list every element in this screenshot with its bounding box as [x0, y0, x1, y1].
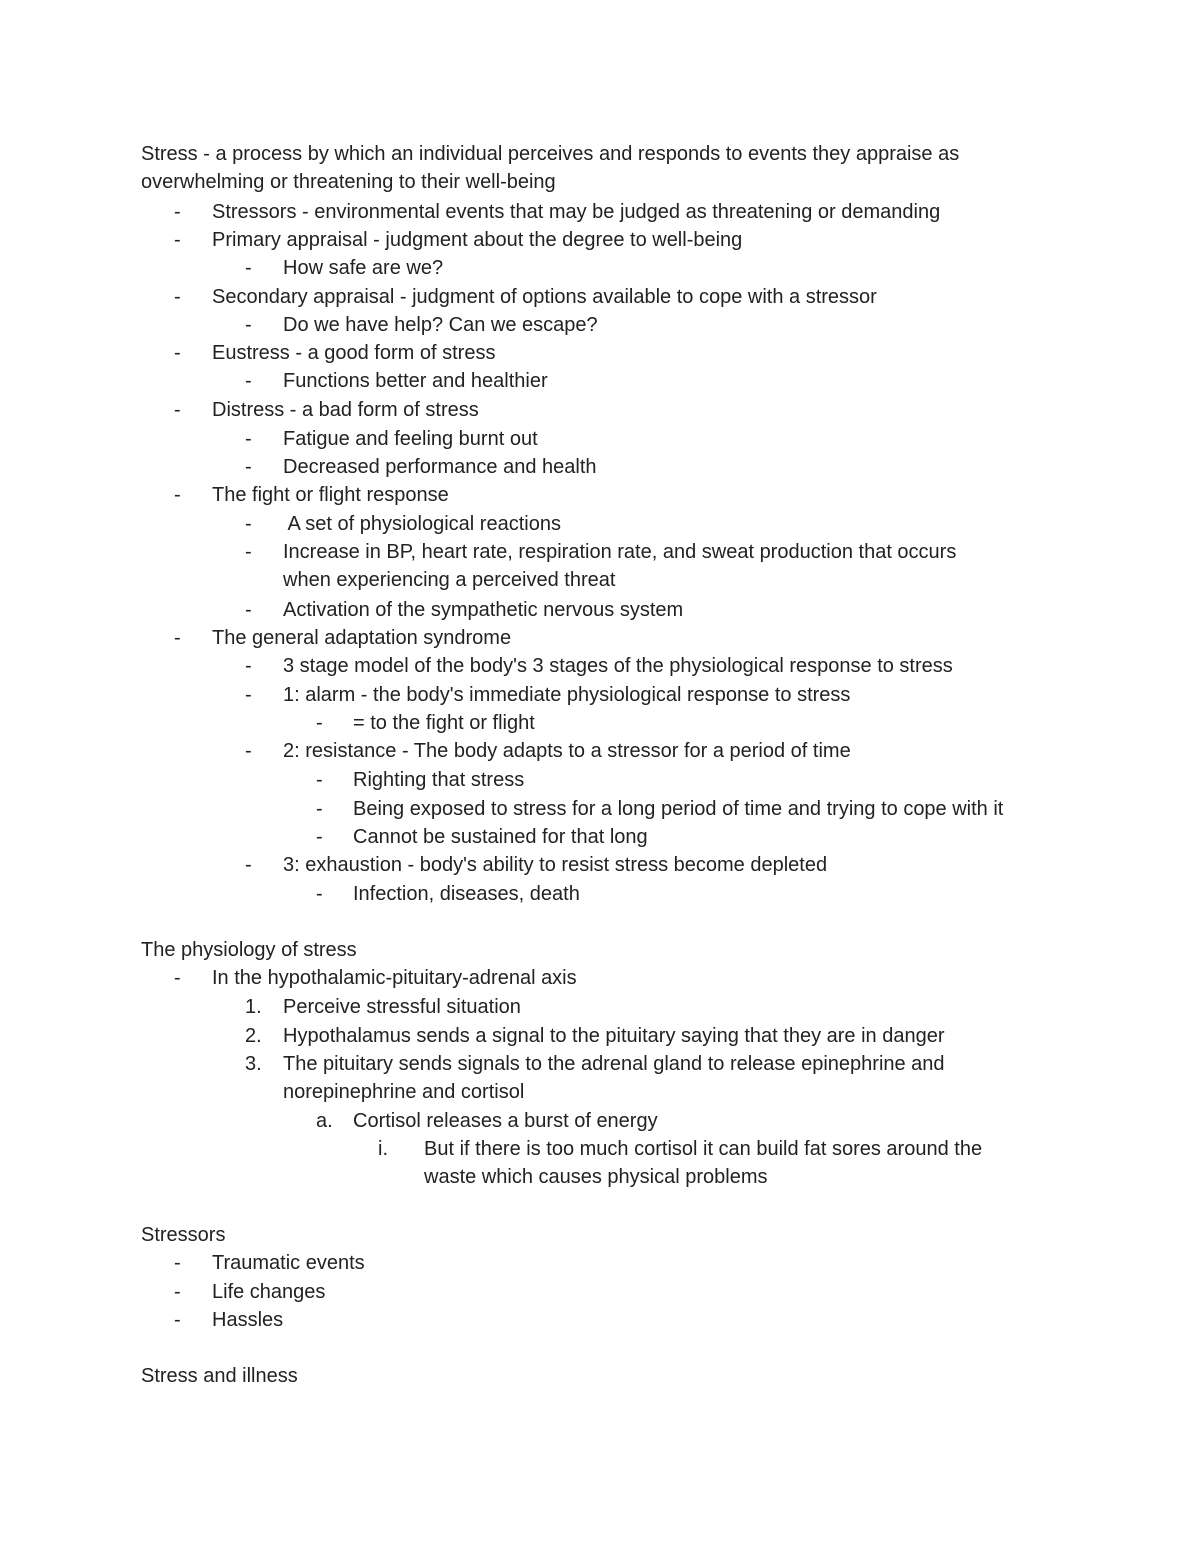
list-item-traumatic: Traumatic events — [212, 1252, 365, 1274]
bullet-dash: - — [174, 1252, 181, 1274]
list-item-increase-bp-line-1: Increase in BP, heart rate, respiration rate, and sweat production that occurs — [283, 541, 957, 563]
list-item-exposed: Being exposed to stress for a long period of time and trying to cope with it — [353, 798, 1004, 820]
list-item-fight-or-flight: The fight or flight response — [212, 484, 449, 506]
bullet-dash: - — [174, 229, 181, 251]
heading-stressors: Stressors — [141, 1224, 226, 1246]
list-item-infection: Infection, diseases, death — [353, 883, 580, 905]
list-number: 1. — [245, 996, 262, 1018]
list-item-three-stage: 3 stage model of the body's 3 stages of the physiological response to stress — [283, 655, 953, 677]
bullet-dash: - — [245, 541, 252, 563]
bullet-dash: - — [316, 712, 323, 734]
bullet-dash: - — [316, 798, 323, 820]
bullet-dash: - — [316, 769, 323, 791]
list-item-too-much-cortisol-line-1: But if there is too much cortisol it can build fat sores around the — [424, 1138, 983, 1160]
list-item-pituitary-line-1: The pituitary sends signals to the adrenal gland to release epinephrine and — [283, 1053, 945, 1075]
heading-stress-illness: Stress and illness — [141, 1365, 298, 1387]
bullet-dash: - — [245, 740, 252, 762]
list-item-equals-fight: = to the fight or flight — [353, 712, 535, 734]
bullet-dash: - — [245, 257, 252, 279]
bullet-dash: - — [245, 428, 252, 450]
list-item-physiological-reactions: A set of physiological reactions — [283, 513, 561, 535]
list-item-life-changes: Life changes — [212, 1281, 326, 1303]
bullet-dash: - — [245, 854, 252, 876]
list-item-decreased-performance: Decreased performance and health — [283, 456, 597, 478]
list-letter: a. — [316, 1110, 333, 1132]
bullet-dash: - — [245, 314, 252, 336]
list-item-eustress: Eustress - a good form of stress — [212, 342, 496, 364]
bullet-dash: - — [174, 342, 181, 364]
list-item-too-much-cortisol-line-2: waste which causes physical problems — [424, 1166, 768, 1188]
list-item-help-escape: Do we have help? Can we escape? — [283, 314, 598, 336]
list-item-pituitary-line-2: norepinephrine and cortisol — [283, 1081, 525, 1103]
list-item-sympathetic: Activation of the sympathetic nervous system — [283, 599, 684, 621]
list-item-cannot-sustain: Cannot be sustained for that long — [353, 826, 648, 848]
list-item-alarm: 1: alarm - the body's immediate physiological response to stress — [283, 684, 851, 706]
bullet-dash: - — [316, 883, 323, 905]
list-item-hpa-axis: In the hypothalamic-pituitary-adrenal axis — [212, 967, 577, 989]
list-item-fatigue: Fatigue and feeling burnt out — [283, 428, 538, 450]
list-item-cortisol: Cortisol releases a burst of energy — [353, 1110, 658, 1132]
list-item-functions-better: Functions better and healthier — [283, 370, 548, 392]
bullet-dash: - — [174, 967, 181, 989]
list-roman: i. — [378, 1138, 388, 1160]
bullet-dash: - — [174, 1281, 181, 1303]
list-item-increase-bp-line-2: when experiencing a perceived threat — [283, 569, 616, 591]
bullet-dash: - — [245, 655, 252, 677]
heading-physiology: The physiology of stress — [141, 939, 357, 961]
bullet-dash: - — [245, 370, 252, 392]
list-item-distress: Distress - a bad form of stress — [212, 399, 479, 421]
bullet-dash: - — [174, 627, 181, 649]
list-item-primary-appraisal: Primary appraisal - judgment about the degree to well-being — [212, 229, 743, 251]
list-item-hassles: Hassles — [212, 1309, 284, 1331]
list-number: 3. — [245, 1053, 262, 1075]
list-item-gas: The general adaptation syndrome — [212, 627, 512, 649]
list-number: 2. — [245, 1025, 262, 1047]
list-item-perceive: Perceive stressful situation — [283, 996, 521, 1018]
bullet-dash: - — [316, 826, 323, 848]
bullet-dash: - — [245, 684, 252, 706]
bullet-dash: - — [174, 201, 181, 223]
list-item-righting: Righting that stress — [353, 769, 525, 791]
bullet-dash: - — [245, 456, 252, 478]
list-item-secondary-appraisal: Secondary appraisal - judgment of options available to cope with a stressor — [212, 286, 877, 308]
intro-line-2: overwhelming or threatening to their well-being — [141, 171, 556, 193]
bullet-dash: - — [174, 286, 181, 308]
list-item-how-safe: How safe are we? — [283, 257, 444, 279]
intro-line-1: Stress - a process by which an individual perceives and responds to events they appraise as — [141, 143, 960, 165]
list-item-stressors: Stressors - environmental events that may be judged as threatening or demanding — [212, 201, 941, 223]
bullet-dash: - — [174, 484, 181, 506]
bullet-dash: - — [174, 399, 181, 421]
list-item-resistance: 2: resistance - The body adapts to a stressor for a period of time — [283, 740, 851, 762]
bullet-dash: - — [245, 513, 252, 535]
list-item-hypothalamus: Hypothalamus sends a signal to the pituitary saying that they are in danger — [283, 1025, 945, 1047]
list-item-exhaustion: 3: exhaustion - body's ability to resist stress become depleted — [283, 854, 828, 876]
bullet-dash: - — [245, 599, 252, 621]
bullet-dash: - — [174, 1309, 181, 1331]
